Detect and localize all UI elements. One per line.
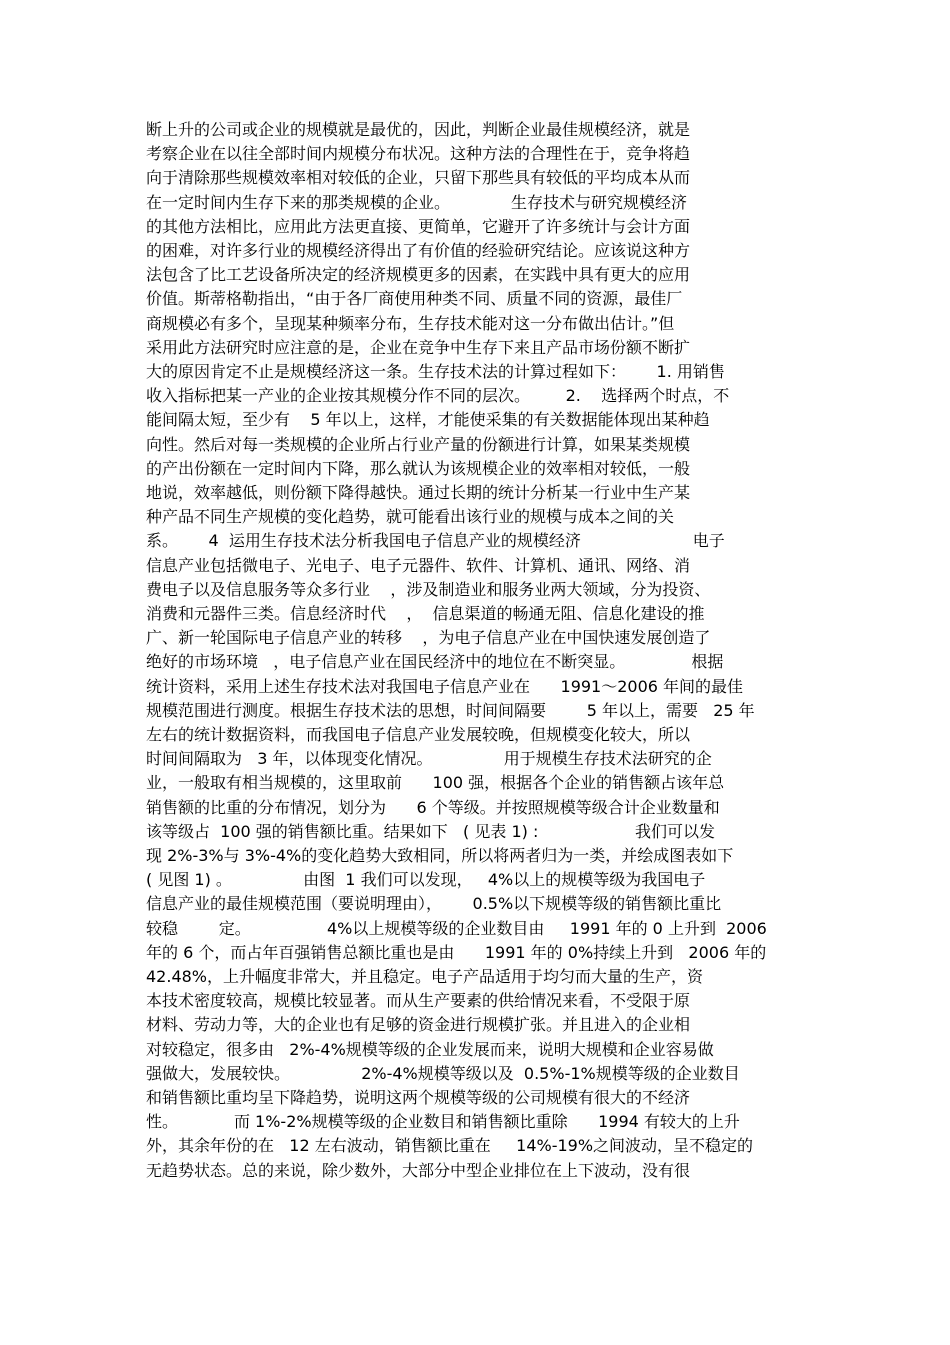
text-line: 费电子以及信息服务等众多行业 ，涉及制造业和服务业两大领域，分为投资、 [146,579,711,599]
text-line: 的其他方法相比，应用此方法更直接、更简单，它避开了许多统计与会计方面 [146,216,691,236]
text-line: 的产出份额在一定时间内下降，那么就认为该规模企业的效率相对较低，一般 [146,458,691,478]
text-line: 消费和元器件三类。信息经济时代 ， 信息渠道的畅通无阻、信息化建设的推 [146,604,705,623]
text-line: 42.48%，上升幅度非常大，并且稳定。电子产品适用于均匀而大量的生产，资 [146,967,704,986]
text-line: 业，一般取有相当规模的，这里取前 100 强，根据各个企业的销售额占该年总 [146,773,725,793]
text-line: 在一定时间内生存下来的那类规模的企业。 生存技术与研究规模经济 [146,192,688,212]
text-line: 统计资料，采用上述生存技术法对我国电子信息产业在 1991～2006 年间的最佳 [146,676,744,696]
text-line: 地说，效率越低，则份额下降得越快。通过长期的统计分析某一行业中生产某 [146,483,691,502]
text-line: 种产品不同生产规模的变化趋势，就可能看出该行业的规模与成本之间的关 [146,507,675,527]
text-line: 对较稳定，很多由 2%-4%规模等级的企业发展而来，说明大规模和企业容易做 [146,1039,714,1059]
text-line: 无趋势状态。总的来说，除少数外，大部分中型企业排位在上下波动，没有很 [146,1160,691,1180]
text-line: 该等级占 100 强的销售额比重。结果如下 ( 见表 1) : 我们可以发 [146,821,716,841]
text-line: 销售额的比重的分布情况，划分为 6 个等级。并按照规模等级合计企业数量和 [146,797,720,817]
text-line: 法包含了比工艺设备所决定的经济规模更多的因素，在实践中具有更大的应用 [146,265,691,285]
text-line: 左右的统计数据资料，而我国电子信息产业发展较晚，但规模变化较大，所以 [146,725,691,744]
text-line: 能间隔太短，至少有 5 年以上，这样，才能使采集的有关数据能体现出某种趋 [146,410,710,430]
text-line: 信息产业包括微电子、光电子、电子元器件、软件、计算机、通讯、网络、消 [146,555,691,575]
text-line: 向性。然后对每一类规模的企业所占行业产量的份额进行计算，如果某类规模 [146,434,691,454]
text-line: 收入指标把某一产业的企业按其规模分作不同的层次。 2. 选择两个时点，不 [146,386,730,406]
text-line: 大的原因肯定不止是规模经济这一条。生存技术法的计算过程如下： 1. 用销售 [146,362,725,381]
text-line: 性。 而 1%-2%规模等级的企业数目和销售额比重除 1994 有较大的上升 [146,1112,740,1132]
text-line: 强做大，发展较快。 2%-4%规模等级以及 0.5%-1%规模等级的企业数目 [146,1063,740,1083]
text-line: 较稳 定。 4%以上规模等级的企业数目由 1991 年的 0 上升到 2006 [146,918,767,938]
text-line: 材料、劳动力等，大的企业也有足够的资金进行规模扩张。并且进入的企业相 [146,1015,691,1035]
text-line: 的困难，对许多行业的规模经济得出了有价值的经验研究结论。应该说这种方 [146,241,691,260]
text-line: 考察企业在以往全部时间内规模分布状况。这种方法的合理性在于，竞争将趋 [146,144,691,164]
text-line: 年的 6 个，而占年百强销售总额比重也是由 1991 年的 0%持续上升到 2006 年的 [146,942,767,962]
text-line: 商规模必有多个，呈现某种频率分布，生存技术能对这一分布做出估计。”但 [146,313,675,333]
text-line: 外，其余年份的在 12 左右波动，销售额比重在 14%-19%之间波动，呈不稳定的 [146,1136,754,1156]
text-line: 绝好的市场环境 ，电子信息产业在国民经济中的地位在不断突显。 根据 [146,652,724,672]
text-line: 向于清除那些规模效率相对较低的企业，只留下那些具有较低的平均成本从而 [146,168,691,188]
text-line: 价值。斯蒂格勒指出，“由于各厂商使用种类不同、质量不同的资源，最佳厂 [146,289,683,309]
text-line: 采用此方法研究时应注意的是，企业在竞争中生存下来且产品市场份额不断扩 [146,337,691,357]
text-line: 广、新一轮国际电子信息产业的转移 ，为电子信息产业在中国快速发展创造了 [146,628,711,648]
text-line: 规模范围进行测度。根据生存技术法的思想，时间间隔要 5 年以上，需要 25 年 [146,700,755,720]
text-line: 断上升的公司或企业的规模就是最优的，因此，判断企业最佳规模经济，就是 [146,120,691,139]
text-line: 信息产业的最佳规模范围（要说明理由）， 0.5%以下规模等级的销售额比重比 [146,894,722,914]
text-line: 时间间隔取为 3 年，以体现变化情况。 用于规模生存技术法研究的企 [146,749,712,769]
text-line: 系。 4 运用生存技术法分析我国电子信息产业的规模经济 电子 [146,531,725,551]
text-line: 本技术密度较高，规模比较显著。而从生产要素的供给情况来看，不受限于原 [146,991,691,1011]
text-line: 现 2%-3%与 3%-4%的变化趋势大致相同，所以将两者归为一类，并绘成图表如下 [146,846,734,865]
text-line: ( 见图 1) 。 由图 1 我们可以发现， 4%以上的规模等级为我国电子 [146,870,706,890]
text-line: 和销售额比重均呈下降趋势，说明这两个规模等级的公司规模有很大的不经济 [146,1088,691,1107]
